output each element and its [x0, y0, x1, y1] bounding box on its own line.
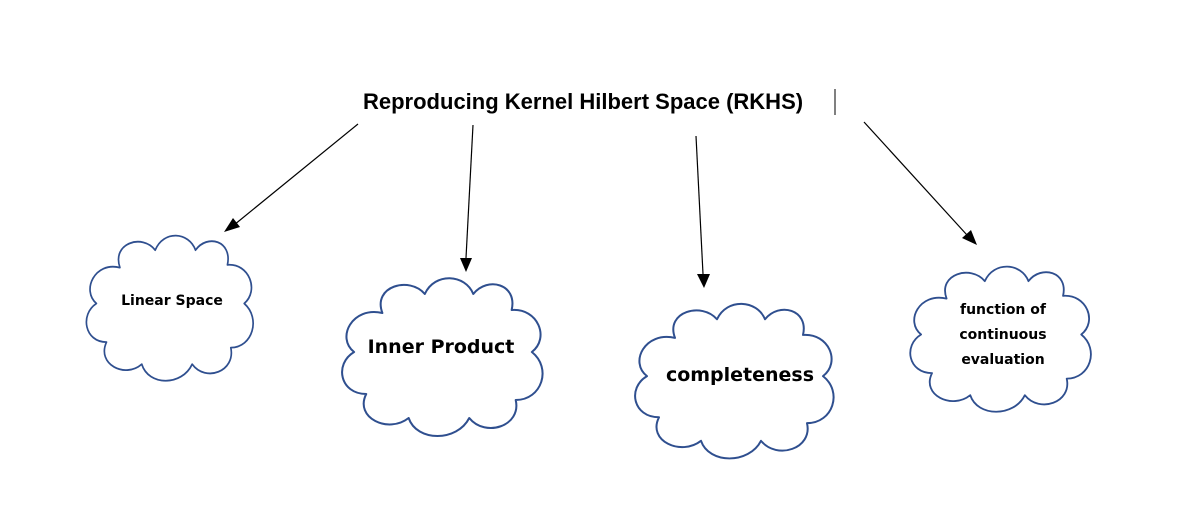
cloud-label-completeness: completeness — [665, 364, 815, 386]
cloud-continuous-evaluation — [910, 267, 1091, 412]
arrows — [224, 122, 977, 288]
cloud-label-line-2: continuous — [959, 327, 1047, 343]
title-group — [363, 89, 835, 115]
arrow-to-continuous-evaluation — [864, 122, 977, 245]
cloud-linear-space — [86, 236, 253, 381]
diagram-title: Reproducing Kernel Hilbert Space (RKHS) — [363, 89, 804, 114]
arrow-to-completeness — [696, 136, 710, 288]
arrow-to-inner-product — [460, 125, 473, 272]
cloud-label-inner-product: Inner Product — [367, 336, 515, 358]
cloud-completeness — [635, 304, 833, 459]
arrow-to-linear-space — [224, 124, 358, 232]
cloud-label-linear-space: Linear Space — [121, 293, 223, 309]
cloud-inner-product — [342, 278, 542, 436]
cloud-label-line-3: evaluation — [961, 352, 1045, 368]
cloud-label-line-1: function of — [960, 302, 1046, 318]
